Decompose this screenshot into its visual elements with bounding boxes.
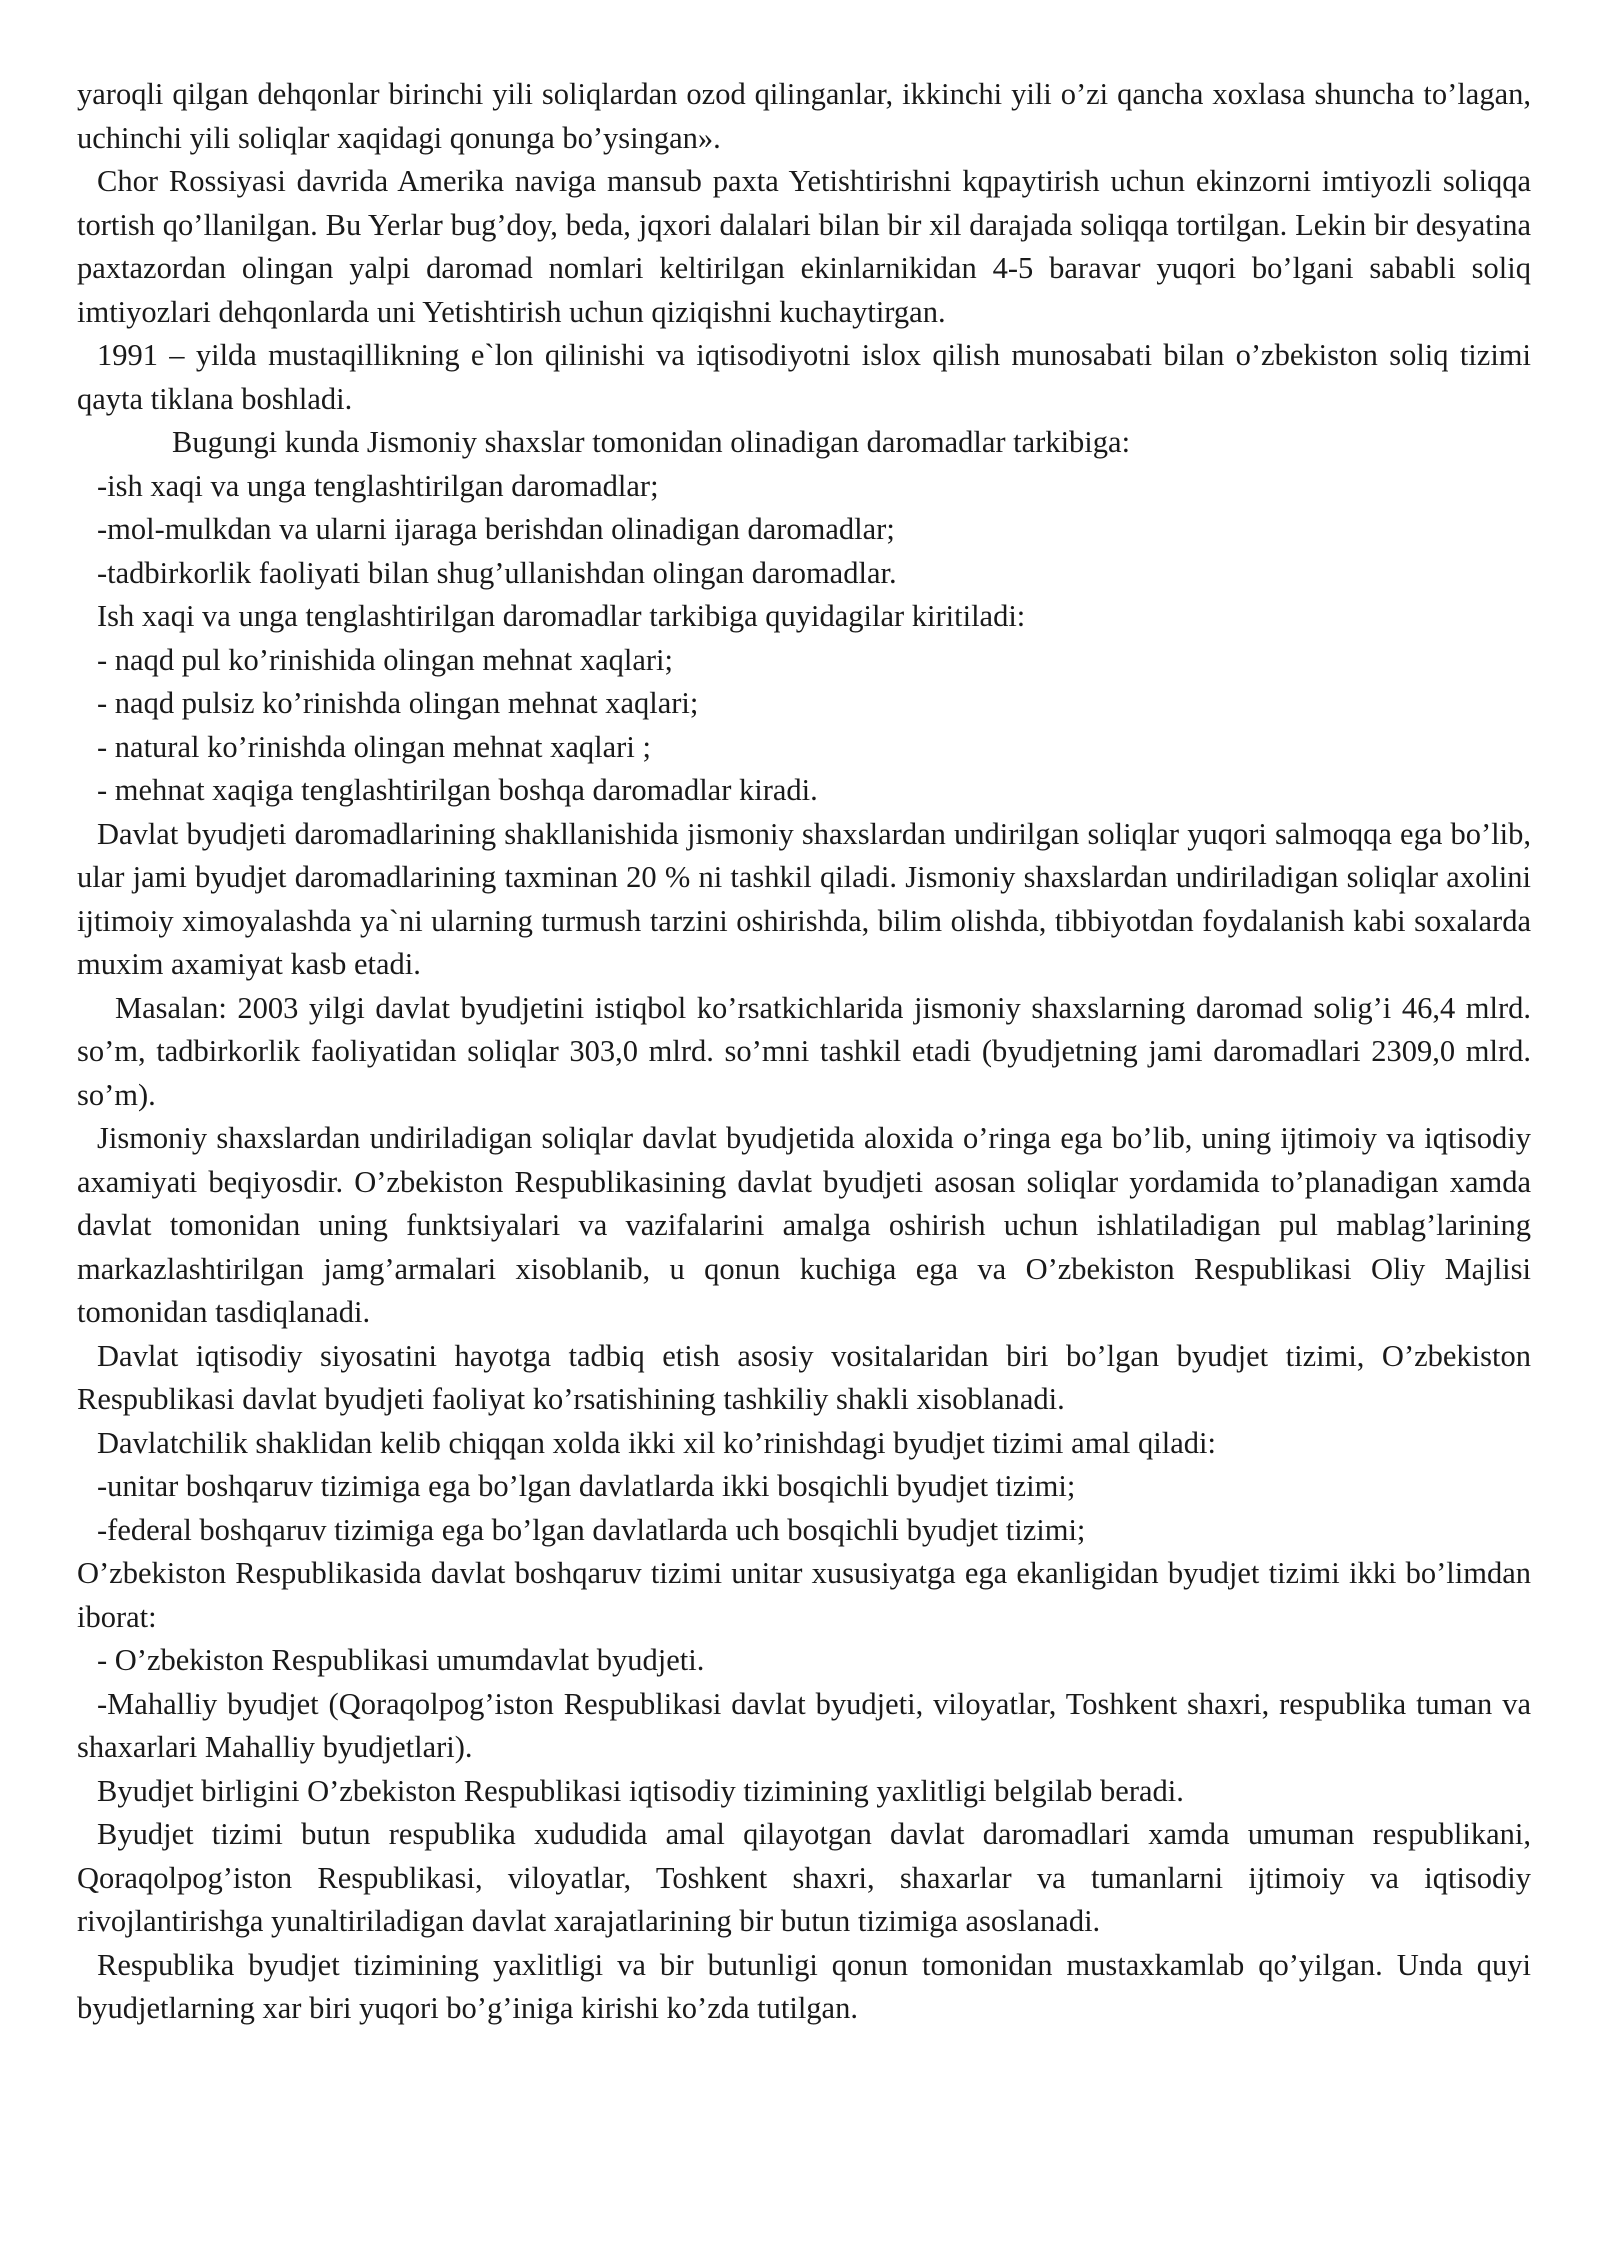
list-item-mol-mulk: -mol-mulkdan va ularni ijaraga berishdan olinadigan daromadlar; bbox=[97, 512, 895, 546]
paragraph-chor-rossiyasi: Chor Rossiyasi davrida Amerika naviga mansub paxta Yetishtirishni kqpaytirish uchun ekinzorni imtiyozli soliqqa tortish qo’llanilgan. Bu Yerlar bug’doy, beda, jqxori dalalari bilan bir xil darajada soliqqa tortilgan. Lekin bir desyatina paxtazordan olingan yalpi daromad nomlari keltirilgan ekinlarnikidan 4-5 baravar yuqori bo’lgani sababli soliq imtiyozlari dehqonlarda uni Yetishtirish uchun qiziqishni kuchaytirgan. bbox=[77, 164, 1531, 329]
list-item-mahalliy-byudjet: -Mahalliy byudjet (Qoraqolpog’iston Respublikasi davlat byudjeti, viloyatlar, Toshkent shaxri, respublika tuman va shaxarlari Mahalliy byudjetlari). bbox=[77, 1686, 1531, 1764]
paragraph-bugungi-kunda: Bugungi kunda Jismoniy shaxslar tomonidan olinadigan daromadlar tarkibiga: bbox=[172, 425, 1131, 459]
list-item-naqd-pul: - naqd pul ko’rinishida olingan mehnat xaqlari; bbox=[97, 642, 673, 677]
list-item-tadbirkorlik: -tadbirkorlik faoliyati bilan shug’ullanishdan olingan daromadlar. bbox=[97, 555, 897, 590]
paragraph-davlatchilik-shakli: Davlatchilik shaklidan kelib chiqqan xolda ikki xil ko’rinishdagi byudjet tizimi amal qiladi: bbox=[97, 1425, 1216, 1460]
paragraph-jismoniy-shaxslar-soliqlari: Jismoniy shaxslardan undiriladigan soliqlar davlat byudjetida aloxida o’ringa ega bo’lib, uning ijtimoiy va iqtisodiy axamiyati beqiyosdir. O’zbekiston Respublikasining davlat byudjeti asosan soliqlar yordamida to’planadigan xamda davlat tomonidan uning funktsiyalari va vazifalarini amalga oshirish uchun ishlatiladigan pul mablag’larining markazlashtirilgan jamg’armalari xisoblanib, u qonun kuchiga ega va O’zbekiston Respublikasi Oliy Majlisi tomonidan tasdiqlanadi. bbox=[77, 1121, 1531, 1329]
list-item-naqd-pulsiz: - naqd pulsiz ko’rinishda olingan mehnat xaqlari; bbox=[97, 686, 699, 720]
paragraph-byudjet-birligi: Byudjet birligini O’zbekiston Respublikasi iqtisodiy tizimining yaxlitligi belgilab beradi. bbox=[97, 1773, 1184, 1808]
list-item-unitar: -unitar boshqaruv tizimiga ega bo’lgan davlatlarda ikki bosqichli byudjet tizimi; bbox=[97, 1469, 1076, 1503]
paragraph-ish-xaqi-tarkibi: Ish xaqi va unga tenglashtirilgan daromadlar tarkibiga quyidagilar kiritiladi: bbox=[97, 599, 1026, 633]
paragraph-byudjet-tizimi: Byudjet tizimi butun respublika xududida amal qilayotgan davlat daromadlari xamda umuman respublikani, Qoraqolpog’iston Respublikasi, viloyatlar, Toshkent shaxri, shaxarlar va tumanlarni ijtimoiy va iqtisodiy rivojlantirishga yunaltiriladigan davlat xarajatlarining bir butun tizimiga asoslanadi. bbox=[77, 1817, 1531, 1938]
paragraph-uzbekiston-boshqaruv: O’zbekiston Respublikasida davlat boshqaruv tizimi unitar xususiyatga ega ekanligidan byudjet tizimi ikki bo’limdan iborat: bbox=[77, 1556, 1531, 1634]
paragraph-1991: 1991 – yilda mustaqillikning e`lon qilinishi va iqtisodiyotni islox qilish munosabati bilan o’zbekiston soliq tizimi qayta tiklana boshladi. bbox=[77, 338, 1531, 416]
list-item-boshqa-daromadlar: - mehnat xaqiga tenglashtirilgan boshqa daromadlar kiradi. bbox=[97, 773, 818, 807]
paragraph-masalan-2003: Masalan: 2003 yilgi davlat byudjetini istiqbol ko’rsatkichlarida jismoniy shaxslarning daromad solig’i 46,4 mlrd. so’m, tadbirkorlik faoliyatidan soliqlar 303,0 mlrd. so’mni tashkil etadi (byudjetning jami daromadlari 2309,0 mlrd. so’m). bbox=[77, 990, 1531, 1112]
list-item-federal: -federal boshqaruv tizimiga ega bo’lgan davlatlarda uch bosqichli byudjet tizimi; bbox=[97, 1512, 1086, 1547]
paragraph-iqtisodiy-siyosat: Davlat iqtisodiy siyosatini hayotga tadbiq etish asosiy vositalaridan biri bo’lgan byudjet tizimi, O’zbekiston Respublikasi davlat byudjeti faoliyat ko’rsatishining tashkiliy shakli xisoblanadi. bbox=[77, 1338, 1531, 1416]
paragraph-yaxlitlik: Respublika byudjet tizimining yaxlitligi va bir butunligi qonun tomonidan mustaxkamlab qo’yilgan. Unda quyi byudjetlarning xar biri yuqori bo’g’iniga kirishi ko’zda tutilgan. bbox=[77, 1947, 1531, 2025]
paragraph-davlat-byudjeti-daromadlari: Davlat byudjeti daromadlarining shakllanishida jismoniy shaxslardan undirilgan soliqlar yuqori salmoqqa ega bo’lib, ular jami byudjet daromadlarining taxminan 20 % ni tashkil qiladi. Jismoniy shaxslardan undiriladigan soliqlar axolini ijtimoiy ximoyalashda ya`ni ularning turmush tarzini oshirishda, bilim olishda, tibbiyotdan foydalanish kabi soxalarda muxim axamiyat kasb etadi. bbox=[77, 816, 1531, 981]
list-item-umumdavlat-byudjeti: - O’zbekiston Respublikasi umumdavlat byudjeti. bbox=[97, 1643, 705, 1677]
paragraph-continuation: yaroqli qilgan dehqonlar birinchi yili soliqlardan ozod qilinganlar, ikkinchi yili o’zi qancha xoxlasa shuncha to’lagan, uchinchi yili soliqlar xaqidagi qonunga bo’ysingan». bbox=[77, 77, 1531, 155]
list-item-natural: - natural ko’rinishda olingan mehnat xaqlari ; bbox=[97, 729, 651, 764]
list-item-ish-xaqi: -ish xaqi va unga tenglashtirilgan daromadlar; bbox=[97, 468, 659, 503]
